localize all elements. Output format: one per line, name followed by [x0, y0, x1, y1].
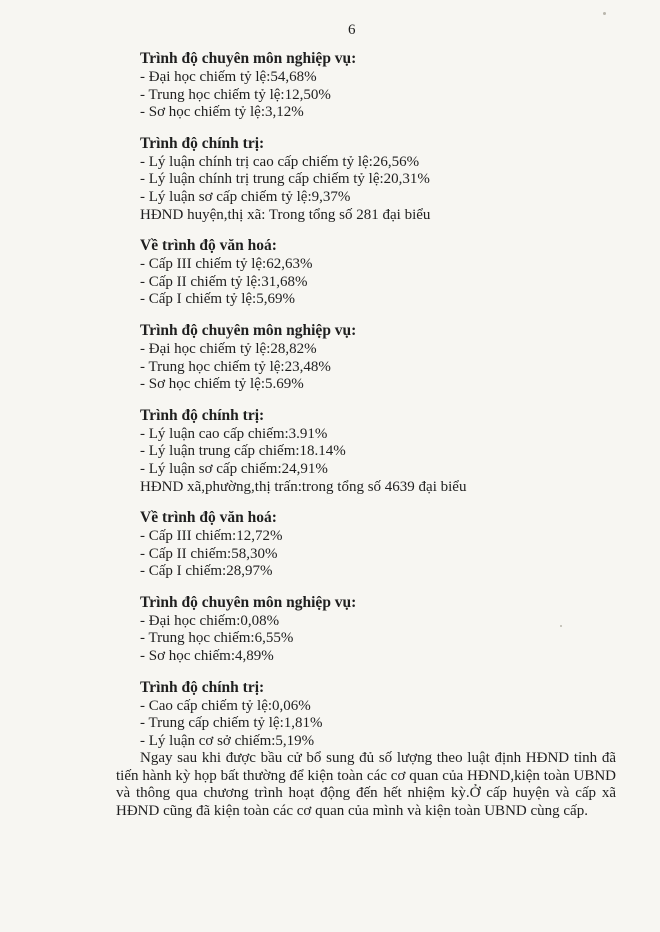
list-item: - Cấp I chiếm tỷ lệ:5,69%	[140, 291, 295, 308]
section-heading: Về trình độ văn hoá:	[140, 237, 277, 255]
list-item: - Lý luận sơ cấp chiếm:24,91%	[140, 460, 328, 477]
list-item: - Sơ học chiếm tỷ lệ:5.69%	[140, 376, 304, 393]
section-spacer	[116, 309, 616, 322]
list-item: - Cấp II chiếm:58,30%	[140, 545, 278, 562]
section-spacer	[116, 581, 616, 594]
statistics-section	[116, 135, 616, 224]
list-item: - Đại học chiếm tỷ lệ:28,82%	[140, 340, 317, 357]
list-item: - Đại học chiếm tỷ lệ:54,68%	[140, 69, 317, 85]
scan-speck	[560, 625, 562, 627]
list-item: - Trung học chiếm tỷ lệ:23,48%	[140, 358, 331, 375]
scan-speck	[603, 12, 606, 15]
statistics-section	[116, 509, 616, 581]
section-heading: Trình độ chuyên môn nghiệp vụ:	[140, 593, 357, 611]
section-heading: Về trình độ văn hoá:	[140, 509, 277, 527]
list-item: - Cấp III chiếm tỷ lệ:62,63%	[140, 256, 313, 273]
section-heading: Trình độ chính trị:	[140, 678, 265, 696]
list-item: - Cao cấp chiếm tỷ lệ:0,06%	[140, 697, 311, 714]
list-item: - Lý luận sơ cấp chiếm tỷ lệ:9,37%	[140, 188, 351, 205]
list-item: - Sơ học chiếm tỷ lệ:3,12%	[140, 104, 304, 121]
list-item: - Cấp II chiếm tỷ lệ:31,68%	[140, 273, 308, 290]
section-heading: Trình độ chính trị:	[140, 406, 265, 424]
statistics-section	[116, 407, 616, 496]
closing-paragraph-text: Ngay sau khi được bầu cử bổ sung đủ số lượng theo luật định HĐND tỉnh đã tiến hành kỳ họp bất thường để kiện toàn các cơ quan của HĐND,kiện toàn UBND và thông qua chương trình hoạt động đến hết nhiệm kỳ.Ở cấp huyện và cấp xã HĐND cũng đã kiện toàn các cơ quan của mình và kiện toàn UBND cùng cấp.	[116, 750, 616, 819]
list-item: - Trung học chiếm tỷ lệ:12,50%	[140, 86, 331, 103]
list-item: - Trung cấp chiếm tỷ lệ:1,81%	[140, 715, 323, 732]
section-spacer	[116, 666, 616, 679]
list-item: - Lý luận chính trị cao cấp chiếm tỷ lệ:26,56%	[140, 153, 420, 170]
list-item: - Cấp III chiếm:12,72%	[140, 528, 283, 545]
section-spacer	[116, 224, 616, 237]
list-item: - Lý luận cao cấp chiếm:3.91%	[140, 425, 328, 442]
list-item: - Trung học chiếm:6,55%	[140, 630, 294, 647]
list-item: - Lý luận cơ sở chiếm:5,19%	[140, 732, 315, 749]
section-heading: Trình độ chuyên môn nghiệp vụ:	[140, 50, 357, 67]
document-body	[116, 50, 616, 820]
section-spacer	[116, 394, 616, 407]
council-summary-note: HĐND huyện,thị xã: Trong tổng số 281 đại biểu	[140, 206, 431, 223]
statistics-section	[116, 237, 616, 309]
closing-paragraph	[116, 750, 616, 820]
statistics-section	[116, 322, 616, 394]
council-summary-note: HĐND xã,phường,thị trấn:trong tổng số 4639 đại biểu	[140, 478, 467, 495]
statistics-section	[116, 50, 616, 122]
list-item: - Lý luận chính trị trung cấp chiếm tỷ lệ:20,31%	[140, 171, 430, 188]
list-item: - Lý luận trung cấp chiếm:18.14%	[140, 443, 346, 460]
section-heading: Trình độ chính trị:	[140, 134, 265, 152]
list-item: - Đại học chiếm:0,08%	[140, 612, 280, 629]
section-spacer	[116, 122, 616, 135]
list-item: - Cấp I chiếm:28,97%	[140, 563, 273, 580]
statistics-section	[116, 594, 616, 666]
section-heading: Trình độ chuyên môn nghiệp vụ:	[140, 321, 357, 339]
list-item: - Sơ học chiếm:4,89%	[140, 648, 274, 665]
page-number: 6	[348, 22, 356, 38]
section-spacer	[116, 496, 616, 509]
statistics-section	[116, 679, 616, 751]
